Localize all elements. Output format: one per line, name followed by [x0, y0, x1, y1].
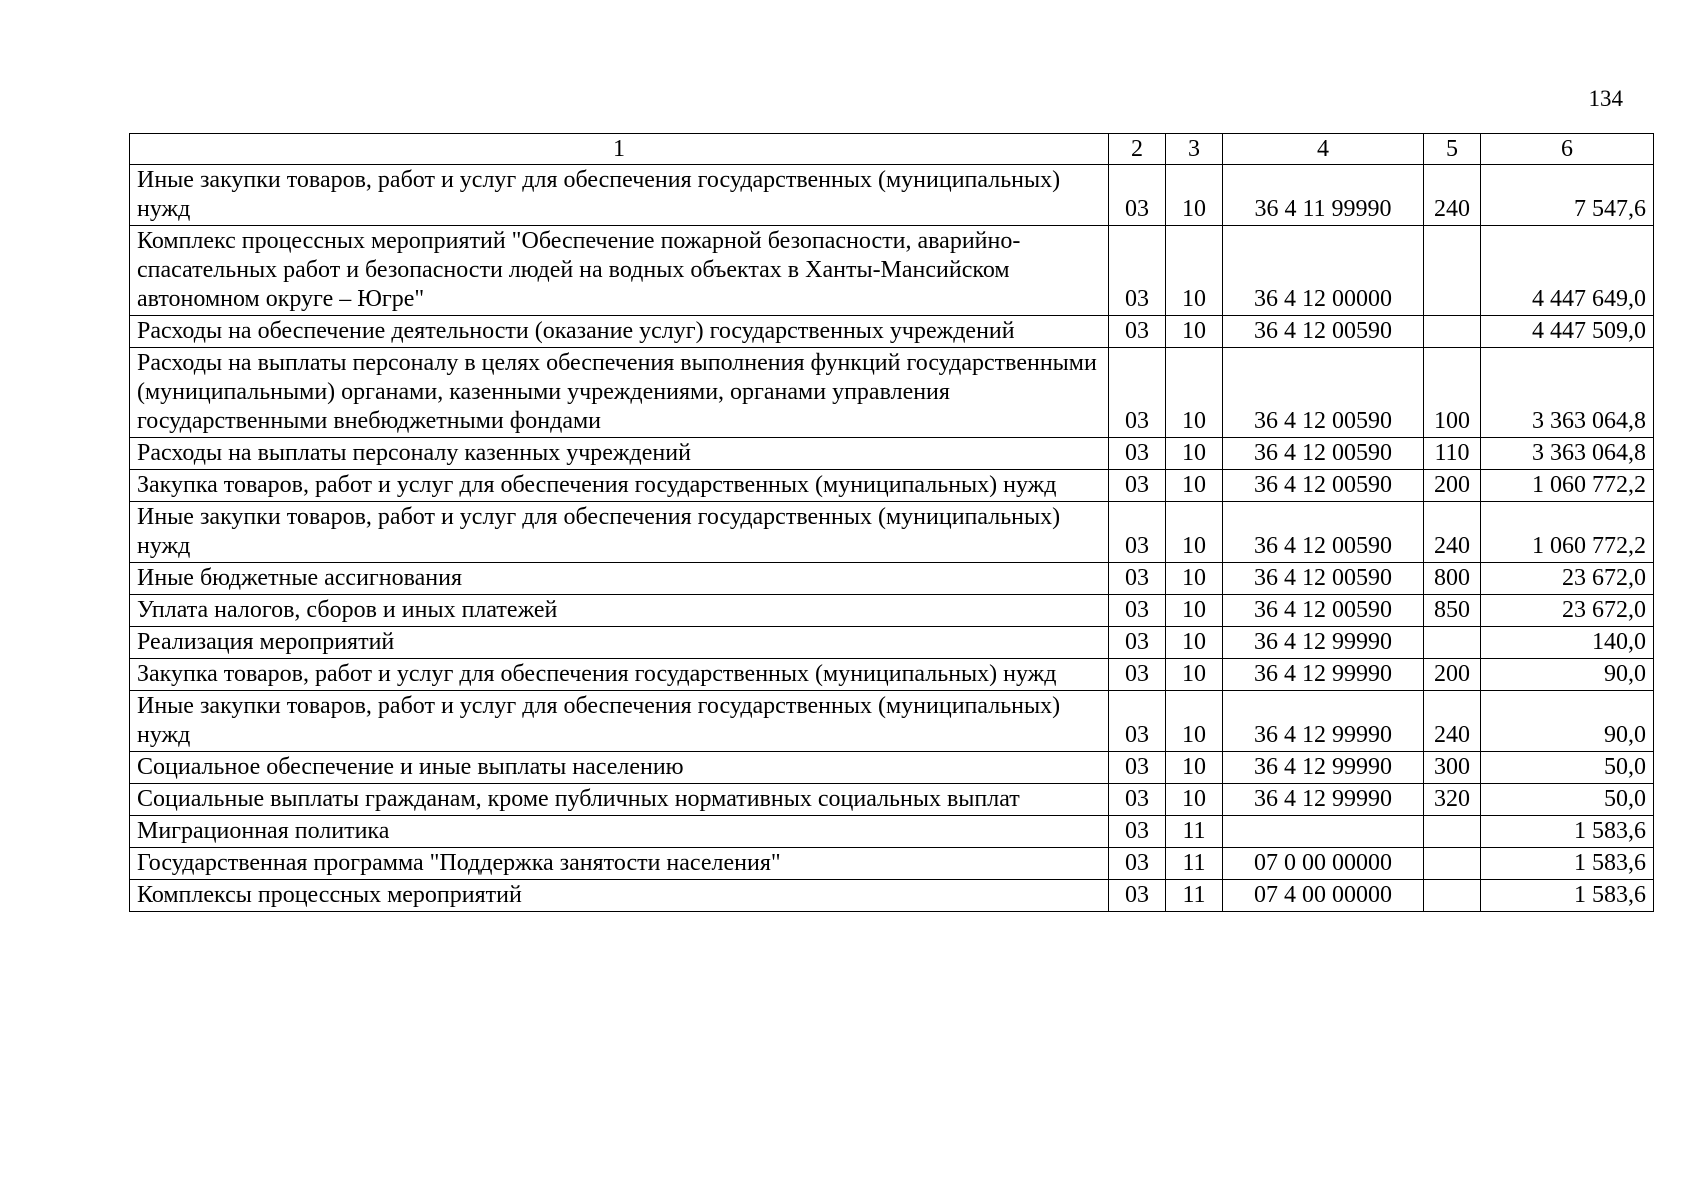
expense-name-cell: Социальное обеспечение и иные выплаты населению	[130, 752, 1109, 784]
subsection-code-cell: 10	[1166, 470, 1223, 502]
amount-cell: 90,0	[1481, 659, 1654, 691]
subsection-code-cell: 10	[1166, 502, 1223, 563]
expense-name-cell: Иные бюджетные ассигнования	[130, 563, 1109, 595]
amount-cell: 23 672,0	[1481, 563, 1654, 595]
table-row	[130, 784, 1654, 816]
section-code-cell: 03	[1109, 752, 1166, 784]
section-code-cell: 03	[1109, 563, 1166, 595]
amount-cell: 1 060 772,2	[1481, 502, 1654, 563]
target-article-cell: 36 4 12 99990	[1223, 752, 1424, 784]
section-code-cell: 03	[1109, 848, 1166, 880]
subsection-code-cell: 10	[1166, 165, 1223, 226]
table-row	[130, 165, 1654, 226]
expense-name-cell: Закупка товаров, работ и услуг для обеспечения государственных (муниципальных) нужд	[130, 659, 1109, 691]
expense-name-cell: Закупка товаров, работ и услуг для обеспечения государственных (муниципальных) нужд	[130, 470, 1109, 502]
table-row	[130, 226, 1654, 316]
amount-cell: 7 547,6	[1481, 165, 1654, 226]
amount-cell: 50,0	[1481, 784, 1654, 816]
amount-cell: 4 447 649,0	[1481, 226, 1654, 316]
section-code-cell: 03	[1109, 226, 1166, 316]
section-code-cell: 03	[1109, 627, 1166, 659]
expense-type-cell	[1424, 880, 1481, 912]
expense-type-cell: 300	[1424, 752, 1481, 784]
target-article-cell: 36 4 12 00590	[1223, 502, 1424, 563]
expense-type-cell: 850	[1424, 595, 1481, 627]
table-row	[130, 470, 1654, 502]
table-body	[130, 165, 1654, 912]
expense-name-cell: Иные закупки товаров, работ и услуг для обеспечения государственных (муниципальных) нужд	[130, 691, 1109, 752]
target-article-cell: 36 4 12 99990	[1223, 659, 1424, 691]
column-header: 2	[1109, 134, 1166, 165]
target-article-cell: 36 4 12 00590	[1223, 595, 1424, 627]
amount-cell: 90,0	[1481, 691, 1654, 752]
column-header: 6	[1481, 134, 1654, 165]
table-row	[130, 348, 1654, 438]
expense-type-cell	[1424, 848, 1481, 880]
column-header: 5	[1424, 134, 1481, 165]
target-article-cell: 36 4 12 99990	[1223, 627, 1424, 659]
table-row	[130, 438, 1654, 470]
subsection-code-cell: 10	[1166, 691, 1223, 752]
column-header: 3	[1166, 134, 1223, 165]
subsection-code-cell: 10	[1166, 348, 1223, 438]
table-row	[130, 848, 1654, 880]
expense-type-cell: 240	[1424, 165, 1481, 226]
table-header-row	[130, 134, 1654, 165]
target-article-cell: 36 4 12 00590	[1223, 348, 1424, 438]
budget-table	[129, 133, 1654, 912]
subsection-code-cell: 10	[1166, 784, 1223, 816]
target-article-cell: 36 4 12 00590	[1223, 470, 1424, 502]
amount-cell: 1 583,6	[1481, 848, 1654, 880]
expense-name-cell: Иные закупки товаров, работ и услуг для обеспечения государственных (муниципальных) нужд	[130, 165, 1109, 226]
expense-type-cell: 110	[1424, 438, 1481, 470]
expense-type-cell: 200	[1424, 470, 1481, 502]
table-row	[130, 627, 1654, 659]
table-row	[130, 880, 1654, 912]
expense-name-cell: Реализация мероприятий	[130, 627, 1109, 659]
expense-type-cell	[1424, 226, 1481, 316]
expense-type-cell: 100	[1424, 348, 1481, 438]
table-row	[130, 595, 1654, 627]
expense-name-cell: Комплексы процессных мероприятий	[130, 880, 1109, 912]
subsection-code-cell: 11	[1166, 816, 1223, 848]
target-article-cell: 07 4 00 00000	[1223, 880, 1424, 912]
target-article-cell: 36 4 12 00590	[1223, 438, 1424, 470]
section-code-cell: 03	[1109, 691, 1166, 752]
table-row	[130, 691, 1654, 752]
section-code-cell: 03	[1109, 595, 1166, 627]
section-code-cell: 03	[1109, 816, 1166, 848]
target-article-cell: 36 4 12 99990	[1223, 691, 1424, 752]
expense-name-cell: Расходы на обеспечение деятельности (оказание услуг) государственных учреждений	[130, 316, 1109, 348]
expense-type-cell: 800	[1424, 563, 1481, 595]
expense-name-cell: Расходы на выплаты персоналу казенных учреждений	[130, 438, 1109, 470]
target-article-cell: 07 0 00 00000	[1223, 848, 1424, 880]
section-code-cell: 03	[1109, 880, 1166, 912]
subsection-code-cell: 10	[1166, 316, 1223, 348]
section-code-cell: 03	[1109, 438, 1166, 470]
table-row	[130, 563, 1654, 595]
section-code-cell: 03	[1109, 502, 1166, 563]
amount-cell: 1 583,6	[1481, 880, 1654, 912]
target-article-cell: 36 4 12 99990	[1223, 784, 1424, 816]
target-article-cell: 36 4 12 00000	[1223, 226, 1424, 316]
expense-name-cell: Расходы на выплаты персоналу в целях обеспечения выполнения функций государственными (муниципальными) органами, казенными учреждениями, органами управления государственными внебюджетными фондами	[130, 348, 1109, 438]
subsection-code-cell: 10	[1166, 438, 1223, 470]
expense-name-cell: Комплекс процессных мероприятий "Обеспечение пожарной безопасности, аварийно-спасательных работ и безопасности людей на водных объектах в Ханты-Мансийском автономном округе – Югре"	[130, 226, 1109, 316]
subsection-code-cell: 10	[1166, 226, 1223, 316]
section-code-cell: 03	[1109, 784, 1166, 816]
expense-type-cell: 240	[1424, 502, 1481, 563]
table-row	[130, 659, 1654, 691]
expense-name-cell: Государственная программа "Поддержка занятости населения"	[130, 848, 1109, 880]
subsection-code-cell: 10	[1166, 627, 1223, 659]
section-code-cell: 03	[1109, 316, 1166, 348]
amount-cell: 1 060 772,2	[1481, 470, 1654, 502]
subsection-code-cell: 10	[1166, 563, 1223, 595]
column-header: 1	[130, 134, 1109, 165]
amount-cell: 23 672,0	[1481, 595, 1654, 627]
subsection-code-cell: 10	[1166, 752, 1223, 784]
amount-cell: 3 363 064,8	[1481, 348, 1654, 438]
expense-name-cell: Уплата налогов, сборов и иных платежей	[130, 595, 1109, 627]
expense-name-cell: Миграционная политика	[130, 816, 1109, 848]
subsection-code-cell: 10	[1166, 659, 1223, 691]
expense-name-cell: Социальные выплаты гражданам, кроме публичных нормативных социальных выплат	[130, 784, 1109, 816]
column-header: 4	[1223, 134, 1424, 165]
amount-cell: 140,0	[1481, 627, 1654, 659]
target-article-cell	[1223, 816, 1424, 848]
table-row	[130, 502, 1654, 563]
subsection-code-cell: 11	[1166, 880, 1223, 912]
table-row	[130, 752, 1654, 784]
expense-type-cell	[1424, 627, 1481, 659]
expense-type-cell: 320	[1424, 784, 1481, 816]
expense-type-cell: 240	[1424, 691, 1481, 752]
section-code-cell: 03	[1109, 470, 1166, 502]
section-code-cell: 03	[1109, 659, 1166, 691]
expense-type-cell: 200	[1424, 659, 1481, 691]
amount-cell: 1 583,6	[1481, 816, 1654, 848]
expense-type-cell	[1424, 816, 1481, 848]
table-row	[130, 316, 1654, 348]
expense-type-cell	[1424, 316, 1481, 348]
subsection-code-cell: 10	[1166, 595, 1223, 627]
amount-cell: 3 363 064,8	[1481, 438, 1654, 470]
expense-name-cell: Иные закупки товаров, работ и услуг для обеспечения государственных (муниципальных) нужд	[130, 502, 1109, 563]
target-article-cell: 36 4 11 99990	[1223, 165, 1424, 226]
amount-cell: 50,0	[1481, 752, 1654, 784]
subsection-code-cell: 11	[1166, 848, 1223, 880]
amount-cell: 4 447 509,0	[1481, 316, 1654, 348]
section-code-cell: 03	[1109, 165, 1166, 226]
section-code-cell: 03	[1109, 348, 1166, 438]
page-number: 134	[1588, 86, 1623, 111]
target-article-cell: 36 4 12 00590	[1223, 563, 1424, 595]
target-article-cell: 36 4 12 00590	[1223, 316, 1424, 348]
table-row	[130, 816, 1654, 848]
